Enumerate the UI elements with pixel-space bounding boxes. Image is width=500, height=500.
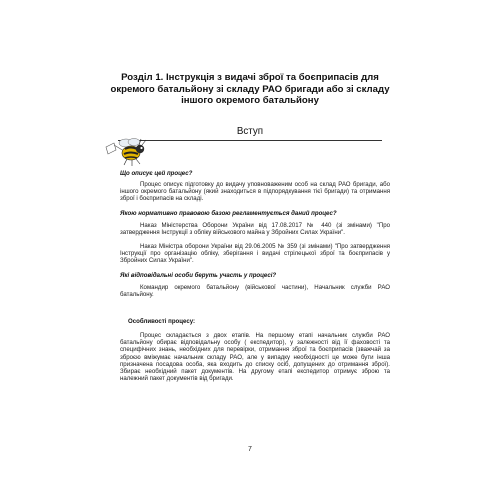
- question-process-description: Що описує цей процес?: [120, 170, 193, 177]
- paragraph-process-features: Процес складається з двох етапів. На першому етапі начальник служби РАО батальйону обирає відповідальну особу ( експедитор), у залежності від її фаховості та специфічних знань, необхідних для перевірки, отримання зброї та боєприпасів (зважчай за зброєю вміжумає начальник складу РАО, але у випадку необхідності це може бути інша призначена посадова особа, яка входить до списку осіб, допущених до отримання зброї). Збирає необхідний пакет документів. На другому етапі експедитор отримує зброю та належний пакет документів від бригади.: [120, 332, 390, 383]
- paragraph-process-description: Процес описує підготовку до видачу уповноваженим особ на склад РАО бригади, або іншого окремого батальйону (який знаходиться в підпорядкування тієї бригади) та отримання зброї і боєприпасів на складі.: [120, 181, 390, 203]
- paragraph-legal-basis-order-359: Наказ Міністра оборони України від 29.06.2005 № 359 (зі змінами) "Про затвердження Інструкції про організацію обліку, зберігання і видачі стрілецької зброї та боєприпасів у Збройних Силах України".: [120, 243, 390, 265]
- chapter-title: Розділ 1. Інструкція з видачі зброї та боєприпасів для окремого батальйону зі складу РАО бригади або зі складу іншого окремого батальйону: [110, 72, 390, 107]
- features-heading: Особливості процесу:: [128, 318, 196, 325]
- intro-heading: Вступ: [236, 126, 264, 137]
- bee-illustration: [104, 137, 164, 167]
- paragraph-responsible-persons: Командир окремого батальйону (військової частини), Начальник служби РАО батальйону.: [120, 284, 390, 299]
- page-number: 7: [248, 446, 252, 453]
- question-responsible-persons: Які відповідальні особи беруть участь у процесі?: [120, 272, 277, 279]
- question-legal-basis: Якою нормативно правовою базою регламентується даний процес?: [120, 210, 337, 217]
- paragraph-legal-basis-order-440: Наказ Міністерства Оборони України від 17.08.2017 № 440 (зі змінами) "Про затвердження Інструкції з обліку військового майна у Збройних Силах України".: [120, 222, 390, 237]
